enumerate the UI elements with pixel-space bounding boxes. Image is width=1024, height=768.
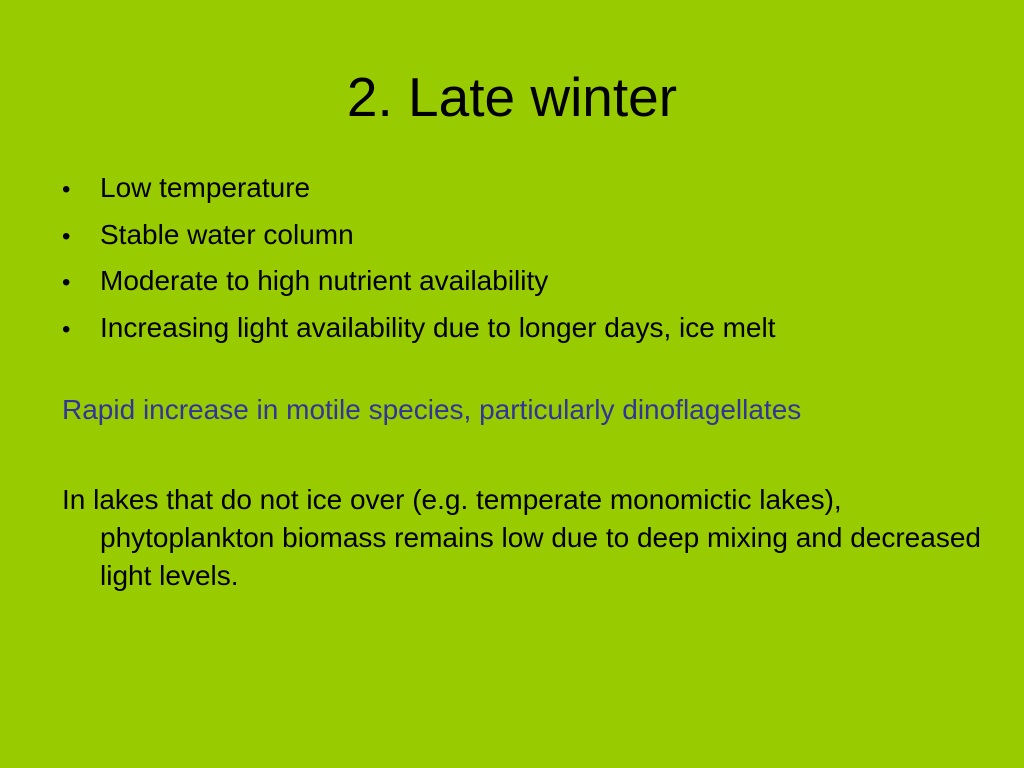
bullet-item [62, 259, 1002, 306]
slide-title: 2. Late winter [346, 66, 678, 128]
bullet-item [62, 306, 1002, 353]
bullet-marker: • [62, 222, 71, 250]
bullet-list [62, 166, 1002, 352]
bullet-text: Increasing light availability due to longer days, ice melt [100, 311, 776, 343]
body-paragraph: In lakes that do not ice over (e.g. temperate monomictic lakes), phytoplankton biomass remains low due to deep mixing and decreased light levels. [62, 484, 981, 591]
bullet-marker: • [62, 315, 71, 343]
bullet-text: Stable water column [100, 218, 354, 250]
bullet-marker: • [62, 269, 71, 296]
bullet-item [62, 166, 1002, 213]
highlight-text: Rapid increase in motile species, particularly dinoflagellates [62, 394, 802, 425]
bullet-marker: • [62, 176, 71, 203]
bullet-text: Moderate to high nutrient availability [100, 265, 549, 296]
bullet-item [62, 213, 1002, 260]
bullet-text: Low temperature [100, 172, 311, 203]
